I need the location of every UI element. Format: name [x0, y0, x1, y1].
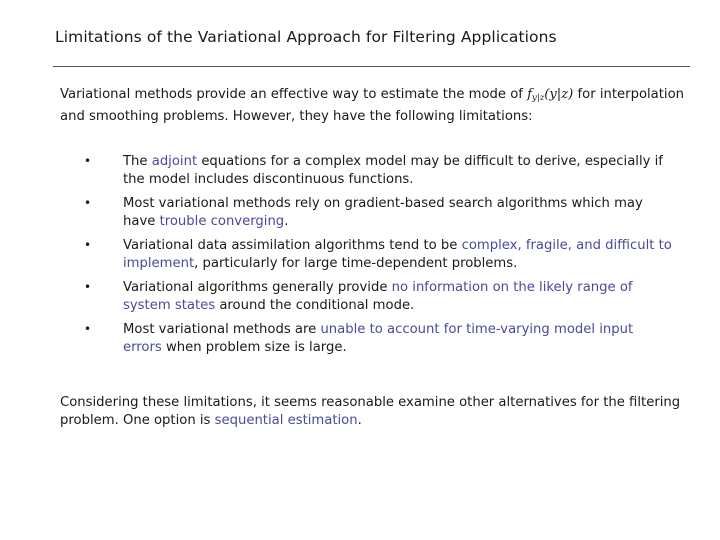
bullet-text-part: around the conditional mode.	[215, 297, 415, 313]
bullet-text-part: Variational algorithms generally provide	[123, 280, 392, 295]
slide-title: Limitations of the Variational Approach for Filtering Applications	[55, 28, 557, 46]
title-divider	[53, 66, 690, 67]
bullet-symbol: •	[84, 280, 92, 294]
bullet-text	[123, 279, 673, 314]
bullet-text-part: Most variational methods rely on gradient-based search algorithms which may have	[123, 196, 643, 229]
bullet-text-part: Variational data assimilation algorithms tend to be	[123, 238, 462, 253]
math-expression	[527, 87, 573, 102]
bullet-text-part: , particularly for large time-dependent problems.	[194, 255, 518, 271]
intro-paragraph	[60, 86, 700, 125]
math-subscript: y|z	[532, 93, 545, 103]
intro-text-after: for interpolation and smoothing problems. However, they have the following limitations:	[60, 87, 685, 124]
bullet-text	[123, 195, 673, 230]
bullet-symbol: •	[84, 196, 92, 210]
bullet-text-part: when problem size is large.	[161, 339, 347, 355]
bullet-text	[123, 237, 673, 272]
bullet-text-part: equations for a complex model may be difficult to derive, especially if the model includes discontinuous functions.	[123, 154, 663, 187]
bullet-text-part: Most variational methods are	[123, 322, 321, 337]
bullet-text	[123, 321, 673, 356]
intro-text-before: Variational methods provide an effective way to estimate the mode of	[60, 87, 528, 102]
bullet-symbol: •	[84, 238, 92, 252]
bullet-highlight: trouble converging	[159, 213, 285, 229]
bullet-text	[123, 153, 673, 188]
bullet-text-part: .	[284, 213, 289, 229]
bullet-highlight: no information on the likely range of system states	[123, 280, 633, 313]
bullet-text-part: The	[123, 154, 152, 169]
bullet-symbol: •	[84, 322, 92, 336]
math-argument: (y|z)	[544, 87, 574, 102]
bullet-highlight: complex, fragile, and difficult to implement	[123, 238, 672, 271]
conclusion-paragraph	[60, 394, 700, 429]
conclusion-end: .	[357, 412, 362, 428]
bullet-highlight: adjoint	[151, 154, 198, 169]
conclusion-text: Considering these limitations, it seems reasonable examine other alternatives for the filtering problem. One option is	[60, 395, 681, 428]
bullet-highlight: unable to account for time-varying model input errors	[123, 322, 634, 355]
math-f: f	[527, 87, 533, 102]
bullet-symbol: •	[84, 154, 92, 168]
conclusion-highlight: sequential estimation	[214, 412, 358, 428]
